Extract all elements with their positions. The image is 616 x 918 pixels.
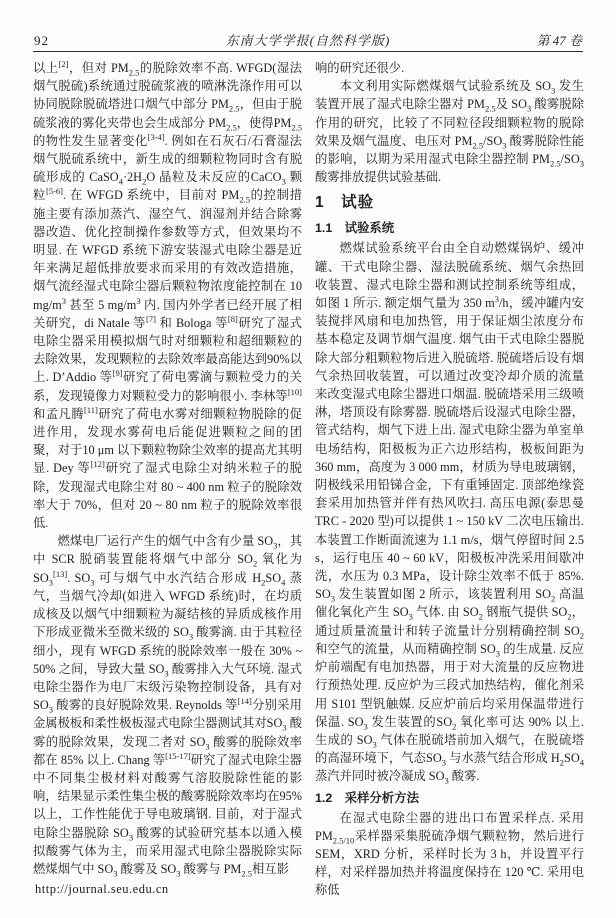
paragraph: 本文利用实际燃煤烟气试验系统及 $SO_3$ 发生装置开展了湿式电除尘器对 $PM_{2.5}$及 $SO_3$ 酸雾脱除作用的研究，比较了不同粒径段细颗粒物的脱除效果及烟气温度、电压对 $PM_{2.5}/SO_3$ 酸雾脱除性能的影响，以期为采用湿式电除尘器控制 $PM_{2.5}/SO_3$酸雾排放提供试验基础. <box>315 79 585 185</box>
article-body <box>33 59 584 900</box>
paragraph: 燃煤试验系统平台由全自动燃煤锅炉、缓冲罐、干式电除尘器、湿法脱硫系统、烟气余热回收装置、湿式电除尘器和测试控制系统等组成，如图 1 所示. 额定烟气量为 350 $m^3/h$，缓冲罐内安装搅拌风扇和电加热管，用于保证烟尘浓度分布基本稳定及调节烟气温度. 烟气由干式电除尘器脱除大部分粗颗粒物后进入脱硫塔. 脱硫塔后设有烟气余热回收装置，可以通过改变冷却介质的流量来改变湿式电除尘器进口烟温. 脱硫塔采用三级喷淋，塔顶设有除雾器. 脱硫塔后设湿式电除尘器，管式结构，烟气下进上出. 湿式电除尘器为单室单电场结构，阳极板为正六边形结构，极板间距为 360 mm，高度为 3 000 mm，材质为导电玻璃钢，阴极线采用铅锑合金，下有重锤固定. 顶部绝缘瓷套采用加热管并伴有热风吹扫. 高压电源(泰思曼 TRC - 2020 型)可以提供 1 ~ 150 kV 二次电压输出. 本装置工作断面流速为 1.1 m/s，烟气停留时间 2.5 s，运行电压 40 ~ 60 kV，阳极板冲洗采用间歇冲洗，水压为 0.3 MPa，设计除尘效率不低于 85%. $SO_3$ 发生装置如图 2 所示，该装置利用 $SO_2$ 高温催化氧化产生 $SO_3$ 气体. 由 $SO_2$ 钢瓶气提供 $SO_2$，通过质量流量计和转子流量计分别精确控制 $SO_2$ 和空气的流量，从而精确控制 $SO_3$ 的生成量. 反应炉前端配有电加热器，用于对大流量的反应物进行预热处理. 反应炉为三段式加热结构，催化剂采用 S101 型钒触媒. 反应炉前后均采用保温带进行保温. $SO_3$ 发生装置的$SO_2$ 氧化率可达 90% 以上. 生成的 $SO_3$ 气体在脱硫塔前加入烟气，在脱硫塔的高湿环境下，气态$SO_3$ 与水蒸气结合形成 $H_2SO_4$ 蒸汽并同时被冷凝成 $SO_3$ 酸雾. <box>315 241 585 786</box>
page-footer <box>35 882 169 897</box>
subsection-heading: 1.1 试验系统 <box>315 221 395 236</box>
subsection-heading: 1.2 采样分析方法 <box>315 790 419 805</box>
header-rule <box>33 51 583 52</box>
right-column <box>315 59 584 900</box>
section-heading: 1 试验 <box>315 194 375 212</box>
journal-url: http://journal.seu.edu.cn <box>35 882 169 896</box>
page-header <box>34 30 582 49</box>
paragraph: 响的研究还很少. <box>315 61 405 75</box>
paragraph: 燃煤电厂运行产生的烟气中含有少量 $SO_3$，其中 SCR 脱硝装置能将烟气中部分 $SO_2$ 氧化为$SO_3[13]$. $SO_3$ 可与烟气中水汽结合形成 $H_2SO_4$ 蒸气，当烟气冷却(如进入 WFGD 系统)时，在均质成核及以烟气中细颗粒为凝结核的异质成核作用下形成亚微米至微米级的 $SO_3$ 酸雾滴. 由于其粒径细小，现有 WFGD 系统的脱除效率一般在 30% ~ 50% 之间，导致大量 $SO_3$ 酸雾排入大气环境. 湿式电除尘器作为电厂末级污染物控制设备，具有对$SO_3$ 酸雾的良好脱除效果. Reynolds 等[14]分别采用金属极板和柔性极板湿式电除尘器测试其对$SO_3$ 酸雾的脱除效果，发现二者对 $SO_3$ 酸雾的脱除效率都在 85% 以上. Chang 等[15-17]研究了湿式电除尘器中不同集尘极材料对酸雾气溶胶脱除性能的影响，结果显示柔性集尘极的酸雾脱除效率均在95%以上，工作性能优于导电玻璃钢. 目前，对于湿式电除尘器脱除 $SO_3$ 酸雾的试验研究基本以通入模拟酸雾气体为主，而采用湿式电除尘器脱除实际燃煤烟气中 $SO_3$ 酸雾及 $SO_3$ 酸雾与 $PM_{2.5}$相互影 <box>33 534 303 879</box>
paragraph: 在湿式电除尘器的进出口布置采样点. 采用$PM_{2.5/10}$采样器采集脱硫净烟气颗粒物，然后进行 SEM，XRD 分析，采样时长为 3 h，并设置平行样，对采样器加热并将温度保持在 120 ℃. 采用电称低 <box>315 810 584 898</box>
page-number: 92 <box>34 33 49 48</box>
journal-title: 东南大学学报(自然科学版) <box>225 33 391 48</box>
volume-label: 第 47 卷 <box>536 33 582 48</box>
left-column <box>33 59 302 900</box>
paragraph: 以上[2]，但对 $PM_{2.5}$的脱除效率不高. WFGD(湿法烟气脱硫)系统通过脱硫浆液的喷淋洗涤作用可以协同脱除脱硫塔进口烟气中部分 $PM_{2.5}$，但由于脱硫浆液的雾化夹带也会生成部分 $PM_{2.5}$，使得$PM_{2.5}$的物性发生显著变化[3-4]. 例如在石灰石/石膏湿法烟气脱硫系统中，新生成的细颗粒物同时含有脱硫形成的 $CaSO_4\cdot 2H_2O$ 晶粒及未反应的CaCO$_3$ 颗粒[5-6]. 在 WFGD 系统中，目前对 $PM_{2.5}$的控制措施主要有添加蒸汽、湿空气、润湿剂并结合除雾器改造、优化控制操作参数等方式，但效果均不明显. 在 WFGD 系统下游安装湿式电除尘器是近年来满足超低排放要求而采用的有效改造措施，烟气流经湿式电除尘器后颗粒物浓度能控制在 10 $mg/m^3$ 甚至 5 $mg/m^3$ 内. 国内外学者已经开展了相关研究，di Natale 等[7] 和 Bologa 等[8]研究了湿式电除尘器采用模拟烟气时对细颗粒和超细颗粒的去除效果，发现颗粒的去除效率最高能达到90%以上. D’Addio 等[9]研究了荷电雾滴与颗粒受力的关系，发现镜像力对颗粒受力的影响很小. 李林等[10]和孟凡腾[11]研究了荷电水雾对细颗粒物脱除的促进作用，发现水雾荷电后能促进颗粒之间的团聚，对于10 μm 以下颗粒物除尘效率的提高尤其明显. Dey 等[12]研究了湿式电除尘对纳米粒子的脱除，发现湿式电除尘对 80 ~ 400 nm 粒子的脱除效率大于 70%，但对 20 ~ 80 nm 粒子的脱除效率很低. <box>33 58 302 531</box>
